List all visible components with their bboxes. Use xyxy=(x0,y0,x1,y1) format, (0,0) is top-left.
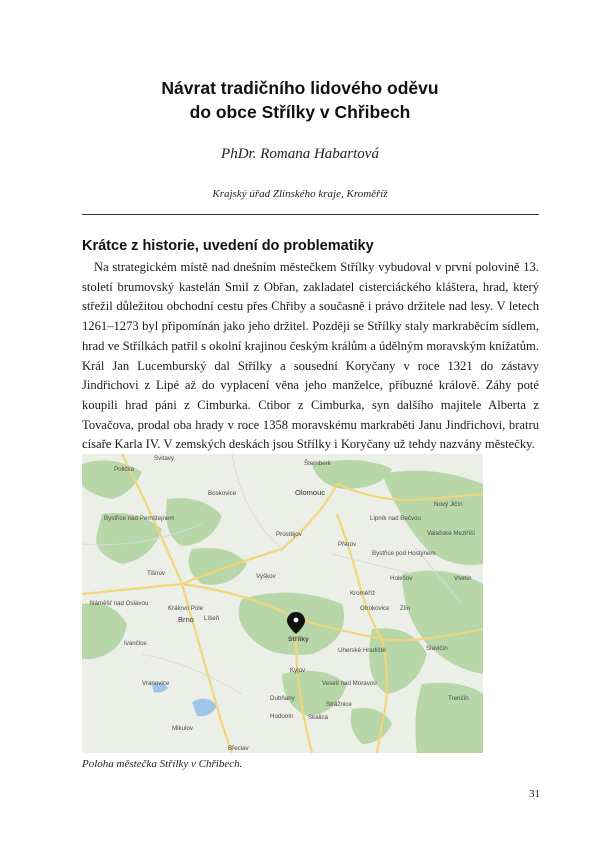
map-label-trencin: Trenčín xyxy=(448,695,469,702)
map-label-straznice: Strážnice xyxy=(326,701,352,708)
location-map xyxy=(82,454,483,753)
article-title xyxy=(0,76,600,124)
map-label-lipnik: Lipník nad Bečvou xyxy=(370,515,421,522)
map-label-bystrice-hostyn: Bystřice pod Hostýnem xyxy=(372,550,436,557)
page-number: 31 xyxy=(529,788,540,800)
author-affiliation: Krajský úřad Zlínského kraje, Kroměříž xyxy=(212,188,388,200)
map-label-veseli: Veselí nad Moravou xyxy=(322,680,377,687)
title-line-2: do obce Střílky v Chřibech xyxy=(189,102,411,122)
map-label-vranovice: Vranovice xyxy=(142,680,170,687)
map-label-novy-jicin: Nový Jičín xyxy=(434,501,463,508)
map-label-breclav: Břeclav xyxy=(228,745,249,752)
map-label-tisnov: Tišnov xyxy=(147,570,165,577)
map-label-holesov: Holešov xyxy=(390,575,413,582)
map-label-slavicin: Slavičín xyxy=(426,645,448,652)
map-label-sternberk: Šternberk xyxy=(304,460,331,467)
map-label-policka: Polička xyxy=(114,466,134,473)
map-label-kralovo-pole: Královo Pole xyxy=(168,605,204,612)
map-label-zlin: Zlín xyxy=(400,605,411,612)
author-name: PhDr. Romana Habartová xyxy=(221,146,379,162)
map-label-brno: Brno xyxy=(178,615,194,624)
map-label-kromeriz: Kroměříž xyxy=(350,590,376,597)
map-label-bystrice: Bystřice nad Pernštejnem xyxy=(104,515,175,522)
map-label-ivancice: Ivančice xyxy=(124,640,147,647)
map-label-namest: Náměšť nad Oslavou xyxy=(90,600,149,607)
body-paragraph: Na strategickém místě nad dnešním městečkem Střílky vybudoval v první polovině 13. století brumovský kastelán Smil z Obřan, zakladatel cisterciáckého kláštera, hrad, který střežil důležitou obchodní cestu přes Chřiby a současně i právo držitele nad lesy. V letech 1261–1273 byl připomínán jako jeho držitel. Později se Střílky staly markraběcím sídlem, hrad ve Střílkách patřil s okolní krajinou českým králům a údělným moravským knížatům. Král Jan Lucemburský dal Střílky a sousední Koryčany v roce 1321 do zástavy Jindřichovi z Lipé až do vyplacení věna jeho manželce, příbuzné královĕ. Záhy poté koupili hrad páni z Cimburka. Ctibor z Cimburka, syn dalšího majitele Alberta z Tovačova, prodal oba hrady v roce 1358 moravskému markraběti Janu Jindřichovi, bratru císaře Karla IV. V zemských deskách jsou Střílky i Koryčany už tehdy nazvány městečky. xyxy=(82,260,539,452)
map-label-boskovice: Boskovice xyxy=(208,490,237,497)
map-label-vyskov: Vyškov xyxy=(256,573,276,580)
map-label-uherske: Uherské Hradiště xyxy=(338,647,386,654)
map-caption: Poloha městečka Střílky v Chřibech. xyxy=(82,758,243,770)
map-label-otrokovice: Otrokovice xyxy=(360,605,390,612)
map-label-kyjov: Kyjov xyxy=(290,667,306,674)
section-heading: Krátce z historie, uvedení do problematiky xyxy=(82,238,374,254)
title-line-1: Návrat tradičního lidového oděvu xyxy=(161,78,439,98)
section-body xyxy=(82,258,539,455)
map-label-lisen: Líšeň xyxy=(204,615,220,622)
map-label-valasske: Valašské Meziříčí xyxy=(427,530,476,537)
map-label-olomouc: Olomouc xyxy=(295,488,326,497)
map-label-mikulov: Mikulov xyxy=(172,725,193,732)
map-label-hodonin: Hodonín xyxy=(270,713,294,720)
marker-label: Střílky xyxy=(288,636,309,643)
map-label-svitavy: Svitavy xyxy=(154,455,174,462)
header-divider xyxy=(82,214,539,215)
map-label-dubnany: Dubňany xyxy=(270,695,295,702)
map-label-vsetin: Vsetín xyxy=(454,575,472,582)
map-label-skalica: Skalica xyxy=(308,714,328,721)
map-label-prostejov: Prostějov xyxy=(276,531,302,538)
map-label-prerov: Přerov xyxy=(338,541,357,548)
